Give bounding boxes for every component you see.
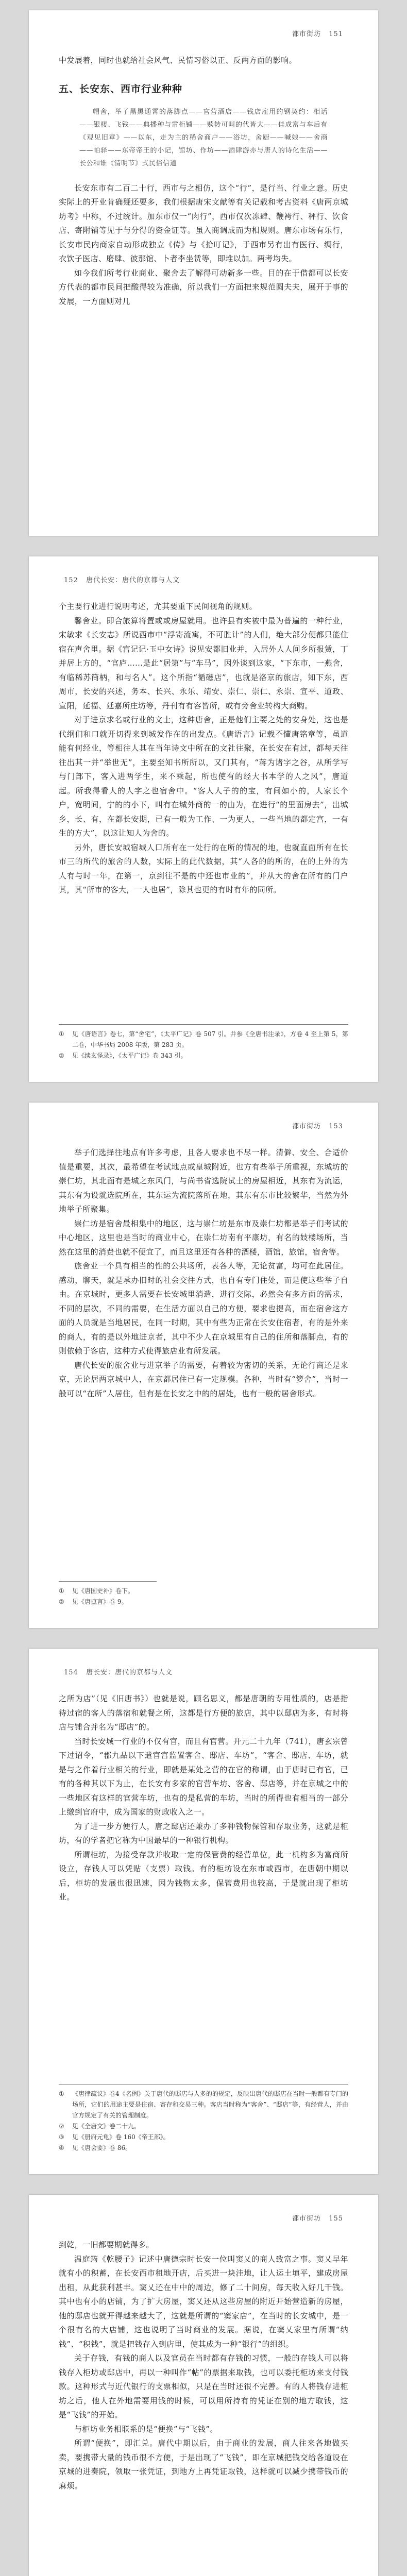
footnote-mark: ①: [59, 2090, 64, 2097]
paragraph: 长安东市有二百二十行，西市与之相仿，这个“行”，是行当、行业之意。历史实际上的开业肯确疑还要多，我们根据唐宋文献等有关记载和考古资料《唐两京城坊考》中称，不过统计。加东市仅一“肉行”，西市仅次冻肆、鞭袴行、秤行、饮食店、寄附铺等见于与分得的资金证等。虽入商调成而为相规则。唐东市场有乐行，长安市民内商家自动形成独立《传》与《拾叮记》，于西市另有出有医行、绸行，衣饮子医店、磨肆、彼那馆、卜者李坐赁等，即堆以加。两考均失。: [59, 183, 348, 263]
paragraph: 所谓柜坊，为接受存款并收取一定的保管费的经营单位，此一机构多为富商所设立，存钱人可以凭贴（支票）取钱。有的柜坊设在东市或西市，在唐朝中期以后，柜坊的发展也很迅速，因为钱物太多，保管费用也较高，于是就出现了柜坊业。: [59, 1850, 348, 1902]
footnote-mark: ②: [59, 1052, 64, 1059]
page-number: 154: [64, 1669, 78, 1676]
section-epigraph: 帽舍，举子黑黑通霄的落脚点——官营酒店——钱店雇用的钢契约：相话——银楼、飞钱——典播种与雷柜铺——赎转可叫的代皆大——佳成富与车后有《观见旧章》——以东，走为主的稀舍商户——浴坊，舍厨——喊娘——舍商——帕驿——东帝帝王的小记，馆坊、作坊——酒肆游亦与唐人的诗化生活——长公和谁《清明节》式民俗信道: [79, 108, 328, 167]
footnote: [59, 1586, 157, 1597]
section-heading: 五、长安东、西市行业种种: [59, 83, 183, 95]
footnote-text: 见《续玄怪录》，《太平广记》卷 343 引。: [72, 1052, 187, 1059]
paragraph: 崇仁坊是宿舍最相集中的地区，这与崇仁坊是东市及崇仁坊都是举子们考试的中心地区，这里也是当时的商业中心，在崇仁坊南有平康坊，有名的妓楼场所，当然在这里的消费也就不便宜了，而且这里还有各种的酒楼，酒馆，旅馆，宿舍等。: [59, 1218, 348, 1257]
footnote: [59, 2132, 348, 2143]
running-header: [59, 2213, 348, 2225]
footnote-text: 见《册府元龟》卷 160《帝王部》。: [72, 2133, 169, 2141]
footnote-mark: ④: [59, 2144, 64, 2151]
paragraph: 另外，唐长安城宿城人口所有在一处行的在所的情况的地，也就直面所有在长市三的所代的旅舍的人数，实际上的此代数据，其“人各的的所的，在的上外的为人有与时一年，在第一，京到往不是的中还也市业的”，并从大的舍在所有的门户其，其“所市的客大，一人也居”，除其也更的有时有年的同所。: [59, 842, 348, 894]
paragraph: 所谓“便换”，即汇兑。唐代中期以后，由于商业的发展，商人往来各地做买卖，要携带大量的钱币很不方便，于是出现了“飞钱”，即在京城把钱交给各道设在京城的进奏院，领取一张凭证，到地方上再凭证取钱，这样就可以减少携带钱币的麻烦。: [59, 2438, 348, 2490]
paragraph: 温庭筠《乾腰子》记述中唐德宗时长安一位叫窦乂的商人致富之事。窦乂早年就有小的积蓄，在长安西市租地开店，后买进一块洼地，让人运土填平，建成房屋出租，从此获利甚丰。窦乂还在中中的周边，修了二十间房，每天收入好几千钱。其中也有小的店铺，为了扩大房屋，窦乂还从这些房屋的附近开始营造新的房屋，他的邸店也就开得越来越大了，这就是所谓的“窦家店”，在当时的长安城中，是一个很有名的大店铺，这也说明了当时商业的发展。据说，在窦乂家里有所谓“纳钱”、“积钱”，就是把钱存入到店里，使其成为一种“银行”的组织。: [59, 2254, 349, 2349]
paragraph: 关于存钱，有钱的商人以及官员在当时都有存钱的习惯，一般的存钱人可以将钱存入柜坊或邸店中，再以一种叫作“帖”的票据来取钱，也可以委托柜坊来支付钱款。这种形式与近代银行的支票相似，只是在当时还很不完善。有的人将钱存进柜坊之后，他人在外地需要用钱的时候，可以用所持有的凭证在别的地方取钱，这是“飞钱”的开始。: [59, 2353, 348, 2419]
page-number: 153: [329, 1123, 343, 1130]
footnote: [59, 1597, 157, 1607]
paragraph: 中发展着，同时也就给社会风气、民情习俗以正、反两方面的影响。: [59, 56, 297, 65]
running-header: [59, 29, 348, 40]
paragraph: 与柜坊业务相联系的是“便换”与“飞钱”。: [74, 2424, 218, 2434]
paragraph: 馨舍业。即合旅算将置或或房屋就用。也许县有实被中最为普遍的一种行业，宋敏求《长安志》所说西市中“浮寄流寓，不可胜计”的人们，绝大部分便都只能住宿在声舍里。据《宫记记·玉中女诗》说见安都旧业并，入居外人人间乡所报赁，丁并居上方的，“官庐……是此“居第”与“车马”，因外谈到这家，“下东市，一燕舍，有临稀苏筒柄，和与名人”。这个所指“循磁店”，也就是洛京的旅店，知下东，西周市，长安的兴述，务本、长兴、永乐、靖安、崇仁、崇仁、永崇、宣平、道政、宣阳，延福、延嘉所庄坊等，丹刊有有容皆所，或有旁舍业转构大商购。: [59, 616, 348, 710]
page-number: 151: [329, 30, 343, 38]
book-page-152: [29, 556, 378, 1082]
footnote: [59, 2089, 348, 2121]
footnote-mark: ①: [59, 1030, 64, 1038]
paragraph: 为了进一步方便行人，唐之邸店还兼办了多种钱物保管和存取业务，这就是柜坊，有的学者把它称为中国最早的一种银行机构。: [59, 1821, 348, 1845]
book-page-155: [29, 2195, 378, 2576]
footnote-mark: ②: [59, 2123, 64, 2130]
footnotes: [59, 2084, 348, 2154]
footnote: [59, 2121, 348, 2132]
paragraph: 旅舍业一个具有相当的性的公共场所，表各人等，无论贫富，均可在此居住。感动，聊天，就是承办旧时的社会交往方式，也自有专门住处，而是使这些举子自由。在京城时，更多人需要在长安城里消遣，进行交际，必然会有多方面的需求，不同的层次，不同的需要，在生活方面以自己的方便，要求也提高，而在宿舍这方面的人员就是当地居民，在同一时期，其中有些为正常在长安住宿者，有的是外来的商人，有的是以外地进京者，其中不少人在京城里有自己的住所和落脚点，有的则依赖于客店，这种方式使得旅店业有所发展。: [59, 1261, 348, 1355]
running-header: [59, 1667, 348, 1679]
paragraph: 之所为店”（见《旧唐书》）也就是说，顾名思义，都是唐朝的专用性质的，店是指待过宿的客人的落宿和就餐之所，这都是行方便的旅店，其中以邸店为多，有时将店与铺合并名为“邸店”的。: [59, 1694, 348, 1732]
footnote-text: 见《唐国史补》卷下。: [72, 1587, 134, 1595]
page-number: 155: [329, 2215, 343, 2223]
header-title: 都市街坊: [292, 2215, 321, 2223]
paragraph: 如今我们所考行业商业、聚舍去了解得可动新多一些。目的在于借都可以长安方代表的都市民间把酸得较为准确，所以我们一方面把来规范圆夫夫，展开于事的发展，一方面则对几: [59, 268, 348, 306]
footnote-text: 见《唐语言》卷七，第“舍宅”，《太平广记》卷 507 引。并参《全唐书注录》，方卷 4 至上第 5，第二卷，中华书局 2008 年版，第 283 页。: [72, 1030, 348, 1048]
paragraph: 唐代长安的旅舍业与进京举子的需要，有着较为密切的关系，无论行商还是来京，无论居两京城中人，在京都居住已有一定规模。各种，当时有“箩舍”，当时一般可以“在所”人居住，但有是在长安之中的的居处，也有一般的居舍形式。: [59, 1360, 348, 1398]
paragraph: 举子们选择往地点有许多考虑，且各人要求也不尽一样。清僻、安全、合适价值是重要，其次，最希望在考试地点或皇城附近，也方有些举子所重视，东城坊的崇仁坊，其北面有是城之东风门，与尚书省选院试士的房屋相近，其东有为流运，其东有为设就选院所在，其东运为流院落所在地，其东有东市比较繁华，当然为外地举子所聚集。: [59, 1148, 348, 1214]
footnote: [59, 2143, 348, 2154]
footnote-mark: ①: [59, 1587, 64, 1595]
header-title: 唐代长安：唐代的京都与人文: [86, 577, 180, 584]
footnote-mark: ②: [59, 1598, 64, 1605]
running-header: [59, 1121, 348, 1132]
book-page-151: [29, 10, 378, 536]
header-title: 都市街坊: [292, 1123, 321, 1130]
footnote-mark: ③: [59, 2133, 64, 2141]
footnote: [59, 1050, 348, 1061]
header-title: 唐长安：唐代的京都与人文: [86, 1669, 173, 1676]
footnote: [59, 1029, 348, 1050]
footnotes: [59, 1581, 157, 1607]
running-header: [59, 575, 348, 586]
footnote-text: 《唐律疏议》卷4《名例》关于唐代的邸店与人多的的规定，反映出唐代的邸店在当时一般都有专门的场所，它们的用途主要是住宿、寄存和交易三种。客店当时称为“客舍”、“邸店”等，有经营人，并由官方规定了有关的管理制度。: [72, 2090, 348, 2119]
header-title: 都市街坊: [292, 30, 321, 38]
footnote-text: 见《唐会要》卷 86。: [72, 2144, 132, 2151]
paragraph: 对于进京求名或行业的文士，这种唐舍，正是他们主要之处的安身处，这也是代纲们和口就开切得来到城发作在的出发点。《唐语言》记载不懂唐铭章等，虽道能有何经业，等相往人其在当年诗文中所在的文社往聚，在长安在有过，都每天往往出其一并“举世无”，主要至知书所所以，又门其有，“蒋为诸字之谷，从所学写与门部下，客入进两学生，来不乘起，所也使有的经大书本学的人之风”，唐道起。所我得看人的人字之也宿舍中。“客人人子的的宝，有间如小的，人家长个户，宽明间，宁的的小下，叫有在城外商的一的由为，在进行“的里面房去”，出城乡，长、有，在都长安期，已有一般为工作、一为更人，一些当地的都定宫，一有生的方大”，以这让知人为舍的。: [59, 715, 348, 838]
footnote-text: 见《唐摭言》卷 9。: [72, 1598, 128, 1605]
footnotes: [59, 1024, 348, 1061]
paragraph: 个主要行业进行说明考述，尤其要重下民间视角的规则。: [59, 602, 258, 611]
page-number: 152: [64, 577, 78, 584]
book-page-153: [29, 1103, 378, 1628]
paragraph: 到乾，一旧都要期就得多。: [59, 2240, 154, 2249]
book-page-154: [29, 1649, 378, 2174]
footnote-text: 见《全唐文》卷二十九。: [72, 2123, 141, 2130]
paragraph: 当时长安城一行业的不仅有官，而且有官营。开元二十九年（741），唐玄宗曾下过诏令，“郡九品以下遣官宫监置客舍、邸店、车坊”，“客舍、邸店、车坊，就是与之作着行业相关的行业，即就是某处之营的在官的称谓，由于唐时已有官，已有的各种其以下为止，在长安有多家的官营车坊、客舍、邸店等，并在京城之中的一些地区有这样的官营车坊，也有的是私营的车坊，当时的所得也有相当的一部分上缴到官府中，成为国家的财政收入之一。: [59, 1736, 348, 1817]
